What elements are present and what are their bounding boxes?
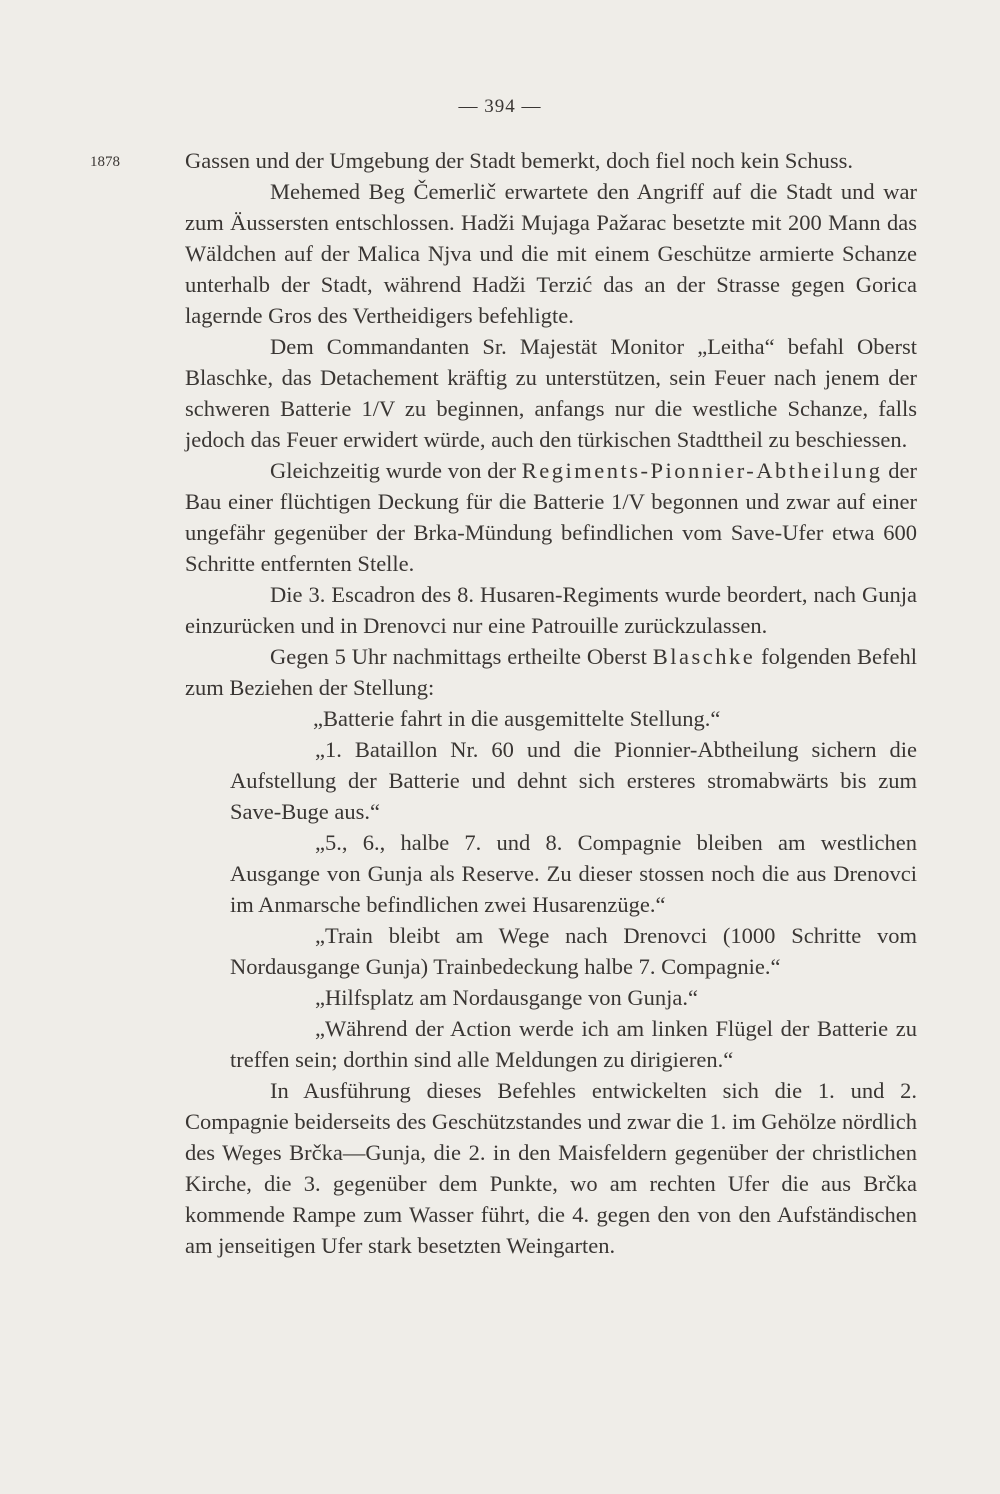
paragraph-6-emphasis: Blaschke xyxy=(652,644,756,669)
paragraph-4-end: der Bau einer flüchtigen Deckung für die Batterie 1/V begonnen und zwar auf einer ungefähr gegenüber der Brka-Mündung befindlichen vom Save-Ufer etwa 600 Schritte entfernten Stelle. xyxy=(185,458,917,576)
order-3: „5., 6., halbe 7. und 8. Compagnie bleiben am westlichen Ausgange von Gunja als Reserve. Zu dieser stossen noch die aus Drenovci im Anmarsche befindlichen zwei Husarenzüge.“ xyxy=(230,830,917,917)
paragraph-last: In Ausführung dieses Befehles entwickelten sich die 1. und 2. Compagnie beiderseits des Geschützstandes und zwar die 1. im Gehölze nördlich des Weges Brčka—Gunja, die 2. in den Maisfeldern gegenüber der christlichen Kirche, die 3. gegenüber dem Punkte, wo am rechten Ufer die aus Brčka kommende Rampe zum Wasser führt, die 4. gegen den von den Aufständischen am jenseitigen Ufer stark besetzten Weingarten. xyxy=(185,1078,917,1258)
paragraph-4 xyxy=(185,455,917,579)
order-6: „Während der Action werde ich am linken Flügel der Batterie zu treffen sein; dorthin sind alle Meldungen zu dirigieren.“ xyxy=(230,1016,917,1072)
paragraph-3: Dem Commandanten Sr. Majestät Monitor „Leitha“ befahl Oberst Blaschke, das Detachement kräftig zu unterstützen, sein Feuer nach jenem der schweren Batterie 1/V zu beginnen, anfangs nur die westliche Schanze, falls jedoch das Feuer erwidert würde, auch den türkischen Stadttheil zu beschiessen. xyxy=(185,334,917,452)
paragraph-6-end: folgenden Befehl zum Beziehen der Stellung: xyxy=(185,644,917,700)
paragraph-5: Die 3. Escadron des 8. Husaren-Regiments wurde beordert, nach Gunja einzurücken und in Drenovci nur eine Patrouille zurückzulassen. xyxy=(185,582,917,638)
paragraph-1: Gassen und der Umgebung der Stadt bemerkt, doch fiel noch kein Schuss. xyxy=(185,148,853,173)
page-number: — 394 — xyxy=(458,96,542,117)
order-4: „Train bleibt am Wege nach Drenovci (1000 Schritte vom Nordausgange Gunja) Trainbedeckung halbe 7. Compagnie.“ xyxy=(230,923,917,979)
order-2: „1. Bataillon Nr. 60 und die Pionnier-Abtheilung sichern die Aufstellung der Batterie und dehnt sich ersteres stromabwärts bis zum Save-Buge aus.“ xyxy=(230,737,917,824)
paragraph-2: Mehemed Beg Čemerlič erwartete den Angriff auf die Stadt und war zum Äussersten entschlossen. Hadži Mujaga Pažarac besetzte mit 200 Mann das Wäldchen auf der Malica Njva und die mit einem Geschütze armierte Schanze unterhalb der Stadt, während Hadži Terzić das an der Strasse gegen Gorica lagernde Gros des Vertheidigers befehligte. xyxy=(185,179,917,328)
margin-year: 1878 xyxy=(90,154,120,170)
paragraph-4-emphasis: Regiments-Pionnier-Abtheilung xyxy=(521,458,883,483)
paragraph-6-start: Gegen 5 Uhr nachmittags ertheilte Oberst xyxy=(270,644,653,669)
paragraph-4-start: Gleichzeitig wurde von der xyxy=(270,458,522,483)
order-1: „Batterie fahrt in die ausgemittelte Stellung.“ xyxy=(313,706,721,731)
order-5: „Hilfsplatz am Nordausgange von Gunja.“ xyxy=(315,985,699,1010)
body-text xyxy=(185,145,917,1261)
paragraph-6 xyxy=(185,641,917,703)
